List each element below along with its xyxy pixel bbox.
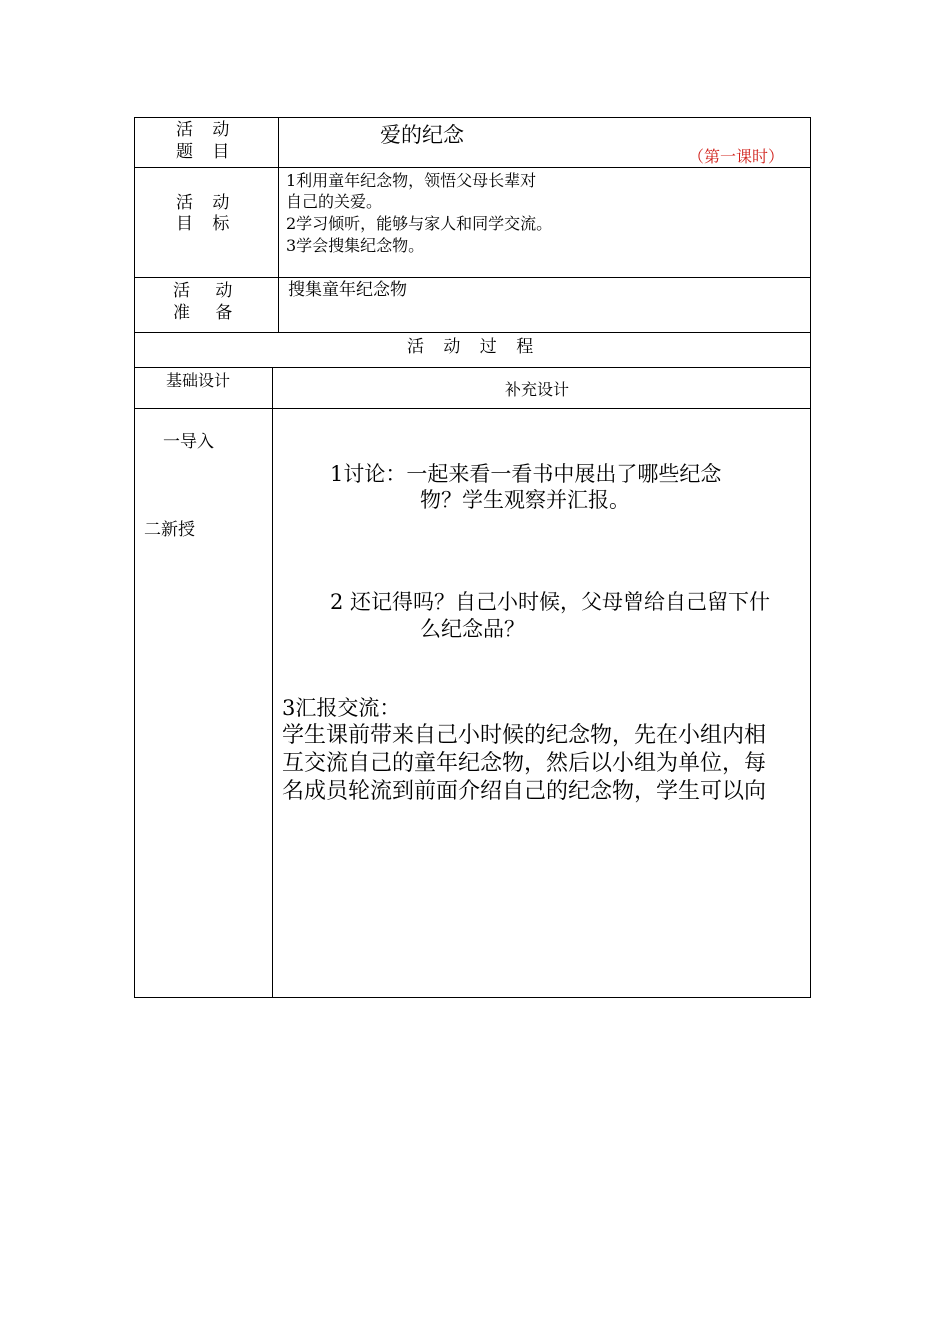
extra-design-header: 补充设计 bbox=[505, 380, 570, 399]
basic-item-intro: 一导入 bbox=[163, 432, 214, 452]
report-line: 学生课前带来自己小时候的纪念物，先在小组内相 bbox=[282, 723, 767, 748]
discussion-line1: 1讨论：一起来看一看书中展出了哪些纪念 bbox=[330, 462, 722, 486]
row-divider bbox=[134, 167, 811, 168]
goals-label-line1: 活 动 bbox=[176, 193, 230, 213]
goals-label-line2: 目 标 bbox=[176, 214, 230, 234]
prep-label-line2: 准 备 bbox=[173, 303, 233, 323]
recall-line2: 么纪念品？ bbox=[420, 617, 525, 641]
report-line: 名成员轮流到前面介绍自己的纪念物，学生可以向 bbox=[282, 779, 767, 804]
table-right-border bbox=[810, 117, 811, 998]
prep-label-line1: 活 动 bbox=[173, 281, 233, 301]
goal-line: 1利用童年纪念物，领悟父母长辈对 bbox=[286, 171, 537, 190]
row-divider bbox=[134, 367, 811, 368]
discussion-line2: 物？学生观察并汇报。 bbox=[420, 488, 630, 512]
table-bottom-border bbox=[134, 997, 811, 998]
report-line: 互交流自己的童年纪念物，然后以小组为单位，每 bbox=[282, 751, 767, 776]
process-title: 活 动 过 程 bbox=[407, 337, 534, 357]
row-divider bbox=[134, 332, 811, 333]
row-divider bbox=[134, 408, 811, 409]
topic-label-line1: 活 动 bbox=[176, 120, 230, 140]
topic-title: 爱的纪念 bbox=[380, 123, 464, 147]
prep-content: 搜集童年纪念物 bbox=[288, 280, 407, 300]
recall-line1: 2 还记得吗？自己小时候，父母曾给自己留下什 bbox=[330, 590, 771, 614]
report-title: 3汇报交流： bbox=[282, 696, 401, 720]
goal-line: 2学习倾听，能够与家人和同学交流。 bbox=[286, 214, 553, 233]
session-label: （第一课时） bbox=[688, 147, 785, 166]
table-top-border bbox=[134, 117, 811, 118]
topic-label-line2: 题 目 bbox=[176, 142, 230, 162]
goal-line: 自己的关爱。 bbox=[286, 192, 383, 211]
basic-item-new-lesson: 二新授 bbox=[144, 520, 195, 540]
basic-design-header: 基础设计 bbox=[166, 371, 231, 390]
row-divider bbox=[134, 277, 811, 278]
label-column-divider bbox=[278, 117, 279, 333]
design-column-divider bbox=[272, 367, 273, 998]
goal-line: 3学会搜集纪念物。 bbox=[286, 236, 425, 255]
table-left-border bbox=[134, 117, 135, 998]
